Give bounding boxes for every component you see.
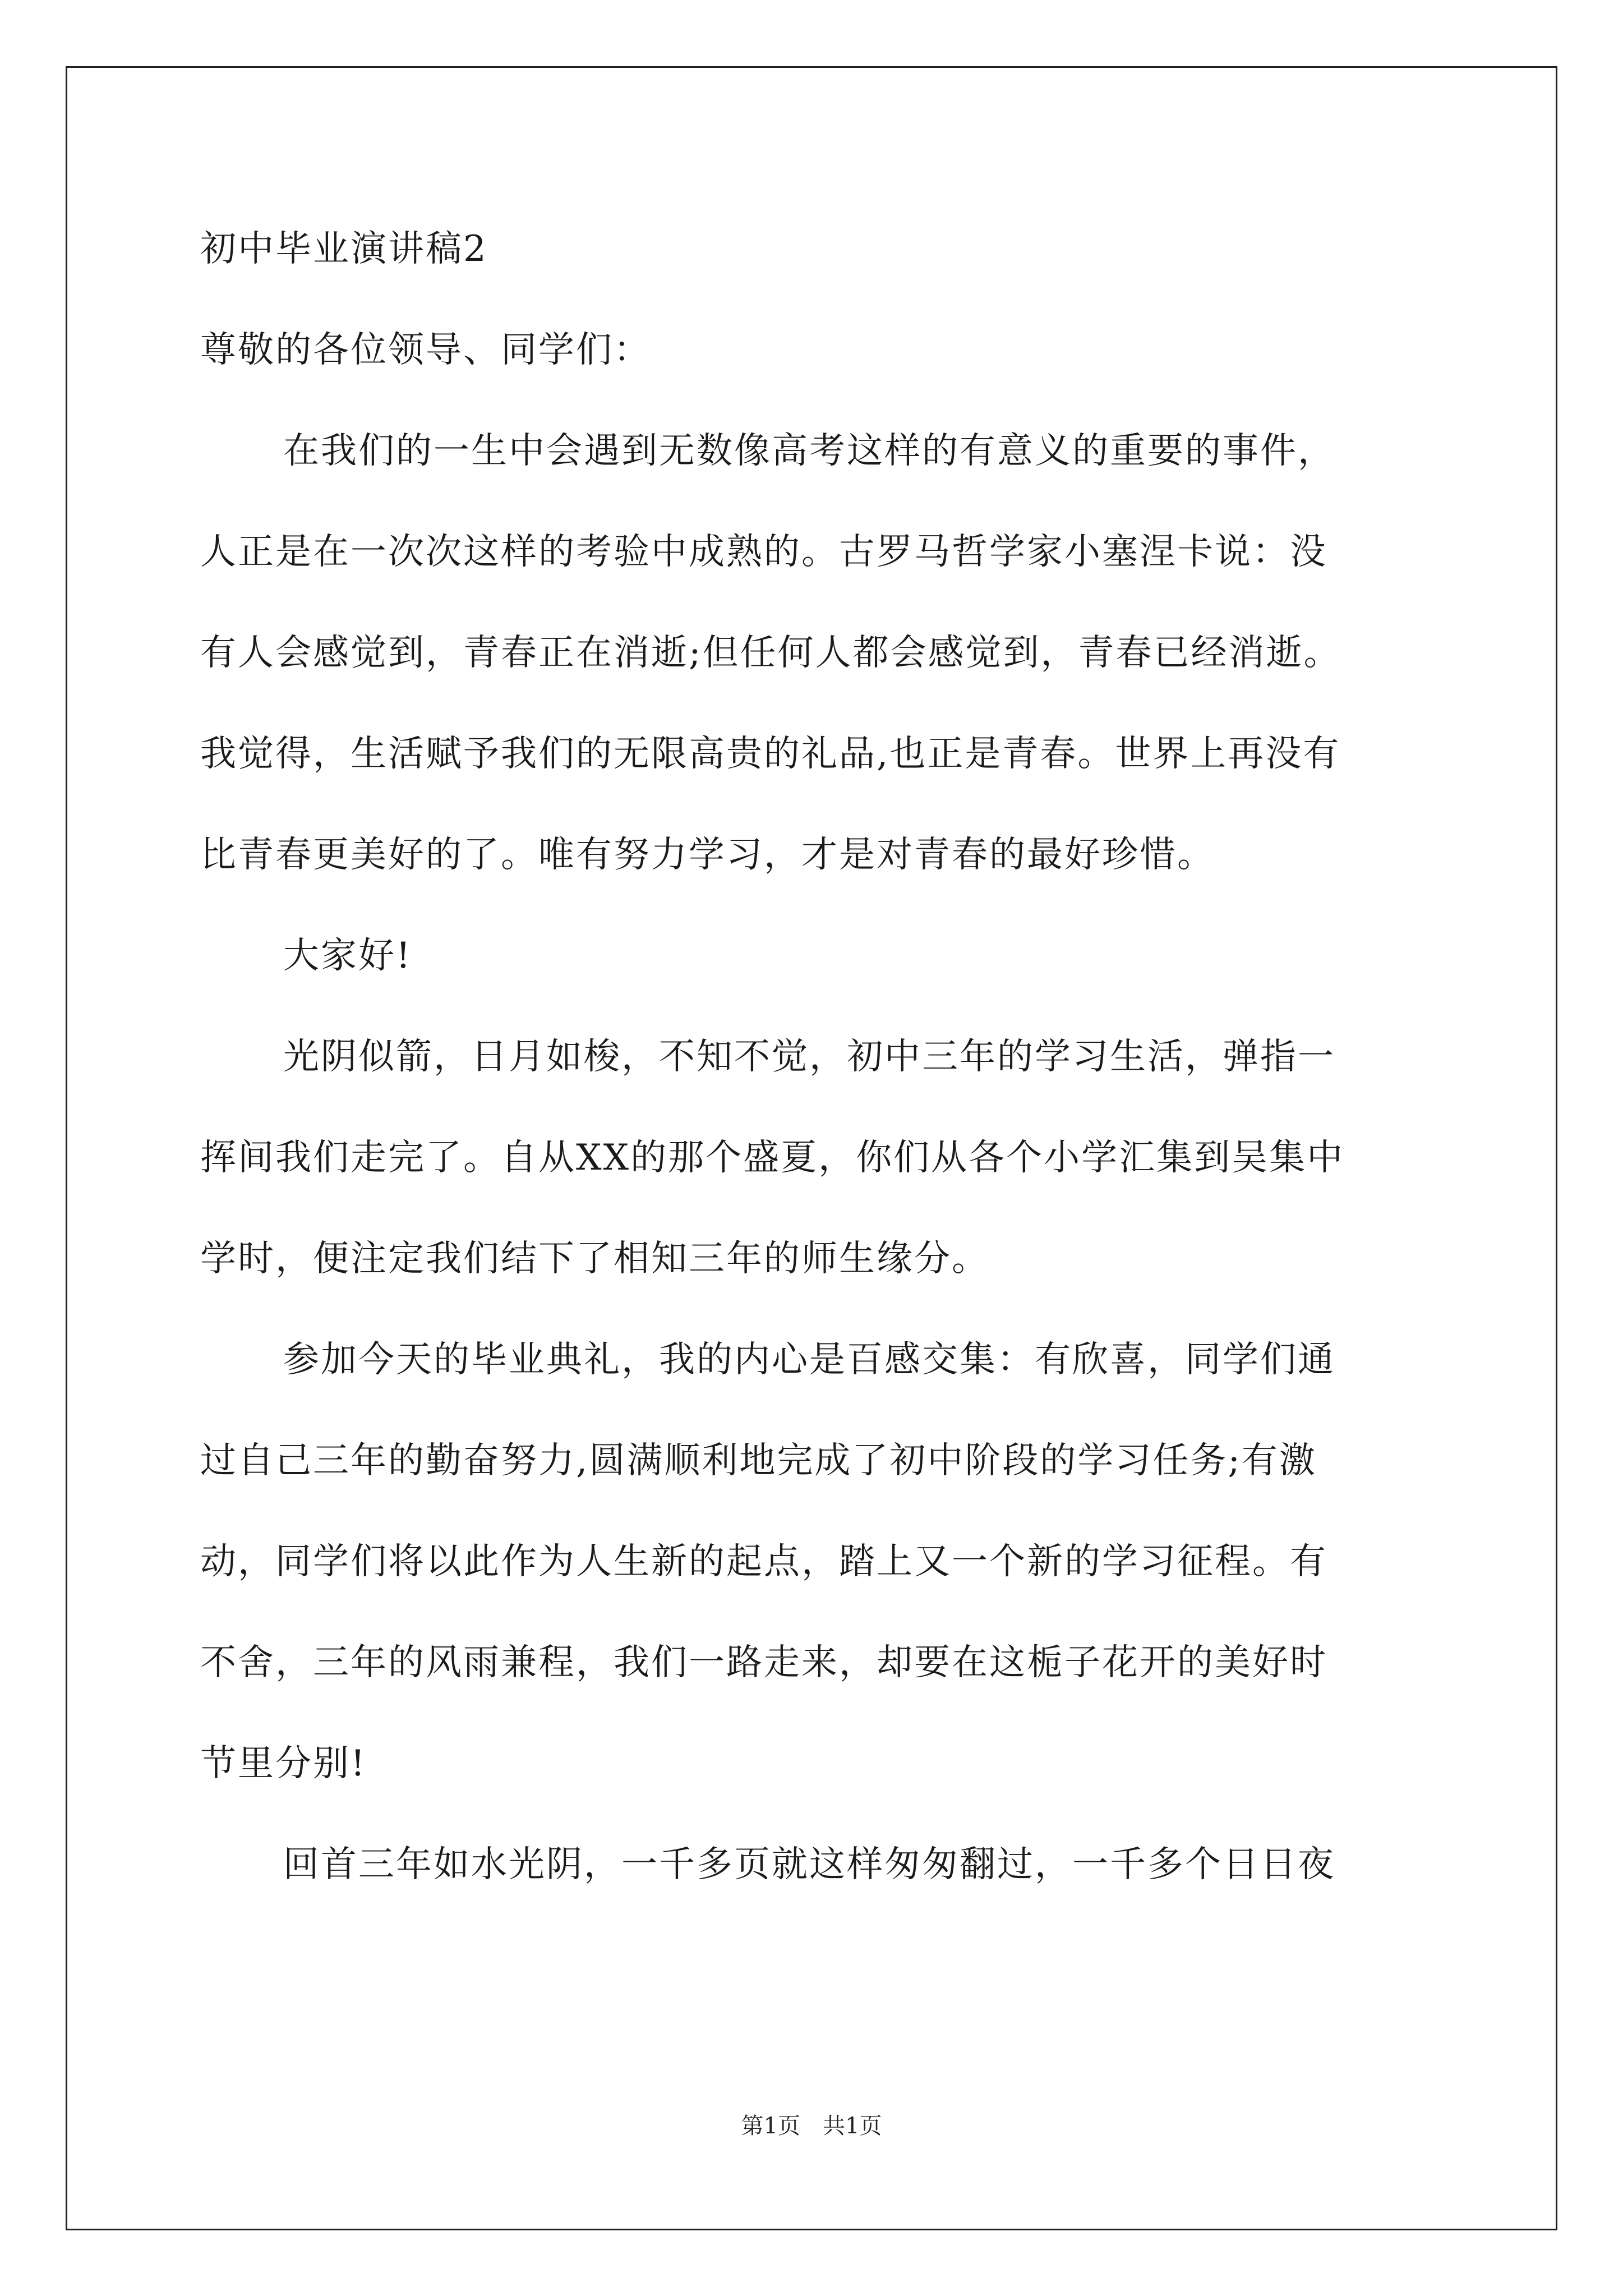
body-line: 比青春更美好的了。唯有努力学习，才是对青春的最好珍惜。: [200, 834, 1215, 876]
body-line: 参加今天的毕业典礼，我的内心是百感交集：有欣喜，同学们通: [283, 1339, 1335, 1381]
body-line: 在我们的一生中会遇到无数像高考这样的有意义的重要的事件，: [283, 430, 1335, 472]
body-line: 光阴似箭，日月如梭，不知不觉，初中三年的学习生活，弹指一: [283, 1036, 1335, 1078]
page-number: 第1页: [741, 2113, 800, 2139]
page-footer: [0, 2115, 1623, 2137]
body-line: 大家好!: [283, 935, 412, 977]
body-line: 我觉得，生活赋予我们的无限高贵的礼品,也正是青春。世界上再没有: [200, 733, 1341, 775]
page-total: 共1页: [823, 2113, 882, 2139]
body-line: 节里分别!: [200, 1743, 367, 1784]
body-line: 有人会感觉到，青春正在消逝;但任何人都会感觉到，青春已经消逝。: [200, 632, 1341, 674]
body-line: 不舍，三年的风雨兼程，我们一路走来，却要在这栀子花开的美好时: [200, 1642, 1327, 1683]
body-line: 学时，便注定我们结下了相知三年的师生缘分。: [200, 1238, 989, 1280]
body-line: 动，同学们将以此作为人生新的起点，踏上又一个新的学习征程。有: [200, 1541, 1327, 1582]
body-line: 过自己三年的勤奋努力,圆满顺利地完成了初中阶段的学习任务;有激: [200, 1440, 1317, 1481]
body-line: 挥间我们走完了。自从XX的那个盛夏，你们从各个小学汇集到吴集中: [200, 1137, 1345, 1179]
body-line: 回首三年如水光阴，一千多页就这样匆匆翻过，一千多个日日夜: [283, 1844, 1335, 1885]
document-title: 初中毕业演讲稿2: [200, 228, 488, 270]
body-line: 人正是在一次次这样的考验中成熟的。古罗马哲学家小塞涅卡说：没: [200, 531, 1327, 573]
salutation: 尊敬的各位领导、同学们：: [200, 329, 651, 371]
